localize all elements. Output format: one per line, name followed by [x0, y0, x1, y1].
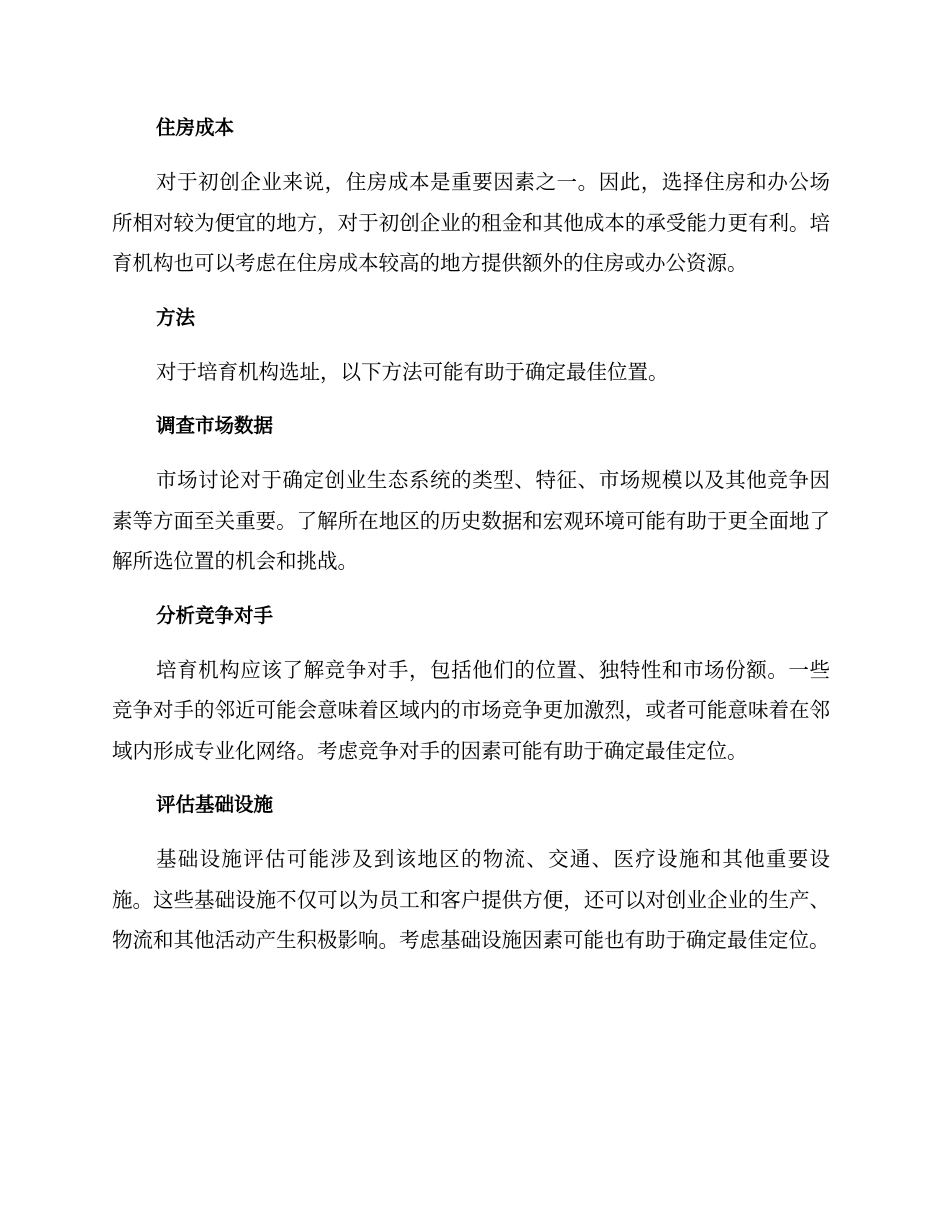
section-body-competitors: 培育机构应该了解竞争对手，包括他们的位置、独特性和市场份额。一些竞争对手的邻近可能会意味着区域内的市场竞争更加激烈，或者可能意味着在邻域内形成专业化网络。考虑竞争对手的因素可能有助于确定最佳定位。	[112, 657, 830, 763]
section-body-methods: 对于培育机构选址，以下方法可能有助于确定最佳位置。	[156, 359, 669, 384]
section-body-market-data: 市场讨论对于确定创业生态系统的类型、特征、市场规模以及其他竞争因素等方面至关重要。了解所在地区的历史数据和宏观环境可能有助于更全面地了解所选位置的机会和挑战。	[112, 468, 830, 573]
section-heading-housing-cost: 住房成本	[156, 116, 235, 139]
section-heading-infrastructure: 评估基础设施	[156, 793, 274, 816]
section-body-housing-cost: 对于初创企业来说，住房成本是重要因素之一。因此，选择住房和办公场所相对较为便宜的地方，对于初创企业的租金和其他成本的承受能力更有利。培育机构也可以考虑在住房成本较高的地方提供额外的住房或办公资源。	[112, 170, 830, 275]
document-content	[112, 108, 830, 975]
section-body-infrastructure: 基础设施评估可能涉及到该地区的物流、交通、医疗设施和其他重要设施。这些基础设施不仅可以为员工和客户提供方便，还可以对创业企业的生产、物流和其他活动产生积极影响。考虑基础设施因素可能也有助于确定最佳定位。	[112, 847, 830, 952]
section-heading-market-data: 调查市场数据	[156, 414, 274, 437]
section-heading-competitors: 分析竞争对手	[156, 603, 274, 627]
section-heading-methods: 方法	[156, 305, 196, 329]
